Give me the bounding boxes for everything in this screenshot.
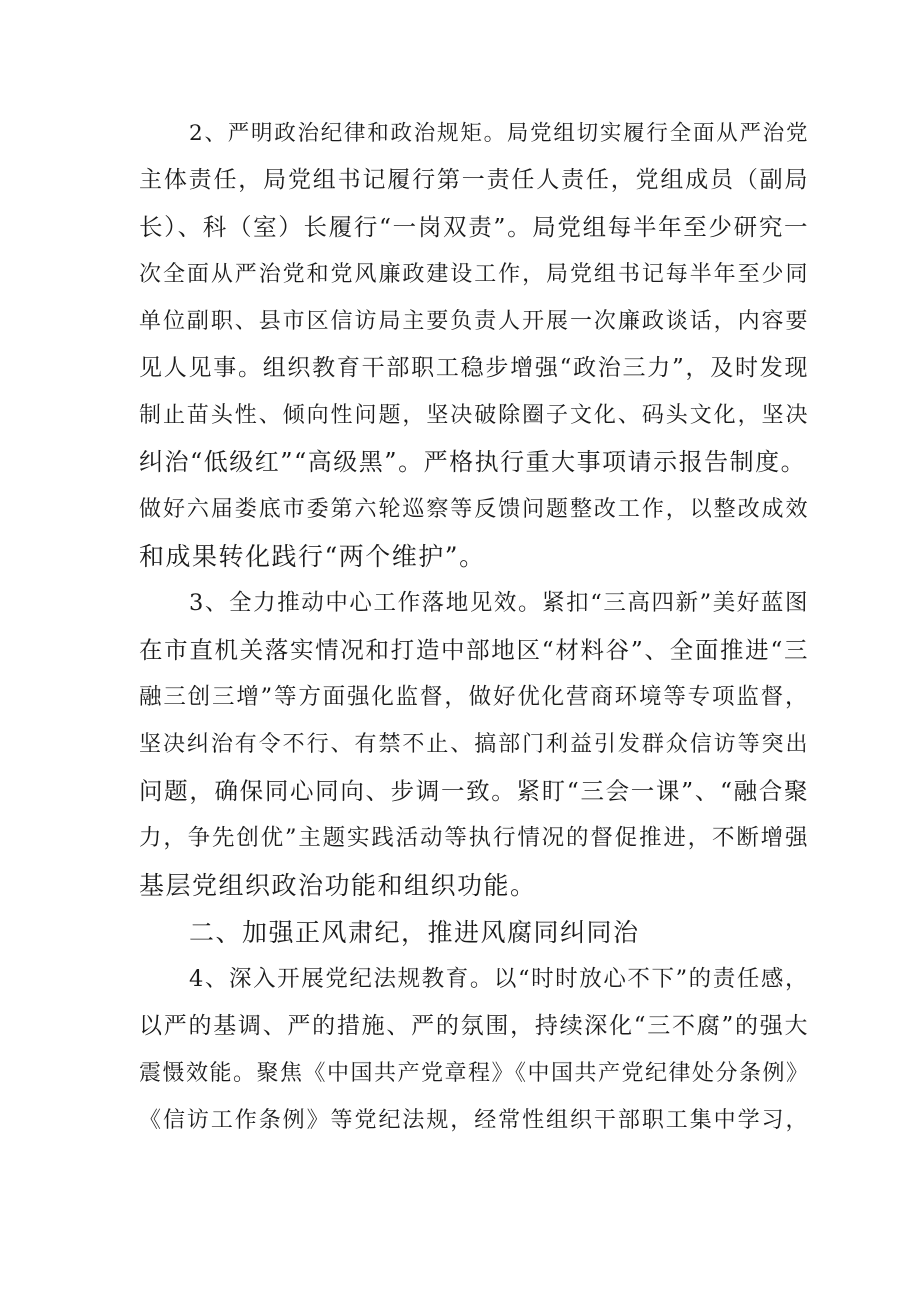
paragraph-2-line-5: 单位副职、县市区信访局主要负责人开展一次廉政谈话，内容要: [139, 309, 809, 334]
paragraph-4-line-2: 以严的基调、严的措施、严的氛围，持续深化“三不腐”的强大: [139, 1013, 809, 1039]
paragraph-3-line-1: 3、全力推动中心工作落地见效。紧扣“三高四新”美好蓝图: [189, 590, 809, 616]
paragraph-2-line-9: 做好六届娄底市委第六轮巡察等反馈问题整改工作，以整改成效: [139, 497, 809, 522]
section-heading-2: 二、加强正风肃纪，推进风腐同纠同治: [189, 918, 640, 947]
paragraph-3-line-5: 问题，确保同心同向、步调一致。紧盯“三会一课”、“融合聚: [139, 777, 809, 805]
paragraph-4-line-4: 《信访工作条例》等党纪法规，经常性组织干部职工集中学习，: [139, 1108, 809, 1133]
paragraph-3-line-6: 力，争先创优”主题实践活动等执行情况的督促推进，不断增强: [139, 825, 809, 851]
document-body: [139, 110, 809, 1144]
paragraph-2-line-10: 和成果转化践行“两个维护”。: [139, 542, 486, 571]
paragraph-3-line-2: 在市直机关落实情况和打造中部地区“材料谷”、全面推进“三: [139, 636, 809, 664]
paragraph-4-line-1: 4、深入开展党纪法规教育。以“时时放心不下”的责任感，: [189, 966, 809, 992]
paragraph-2-line-4: 次全面从严治党和党风廉政建设工作，局党组书记每半年至少同: [139, 262, 809, 287]
paragraph-2-line-3: 长）、科（室）长履行“一岗双责”。局党组每半年至少研究一: [139, 213, 809, 241]
paragraph-2-line-8: 纠治“低级红”“高级黑”。严格执行重大事项请示报告制度。: [139, 448, 807, 476]
paragraph-2-line-7: 制止苗头性、倾向性问题，坚决破除圈子文化、码头文化，坚决: [139, 403, 809, 428]
paragraph-3-line-4: 坚决纠治有令不行、有禁不止、搞部门利益引发群众信访等突出: [139, 732, 809, 757]
paragraph-4-line-3: 震慑效能。聚焦《中国共产党章程》《中国共产党纪律处分条例》: [139, 1061, 810, 1086]
paragraph-2-line-1: 2、严明政治纪律和政治规矩。局党组切实履行全面从严治党: [189, 121, 809, 146]
paragraph-2-line-6: 见人见事。组织教育干部职工稳步增强“政治三力”，及时发现: [139, 355, 809, 381]
paragraph-3-line-3: 融三创三增”等方面强化监督，做好优化营商环境等专项监督，: [139, 684, 809, 710]
paragraph-3-line-7: 基层党组织政治功能和组织功能。: [139, 871, 537, 900]
paragraph-2-line-2: 主体责任，局党组书记履行第一责任人责任，党组成员（副局: [139, 167, 809, 193]
